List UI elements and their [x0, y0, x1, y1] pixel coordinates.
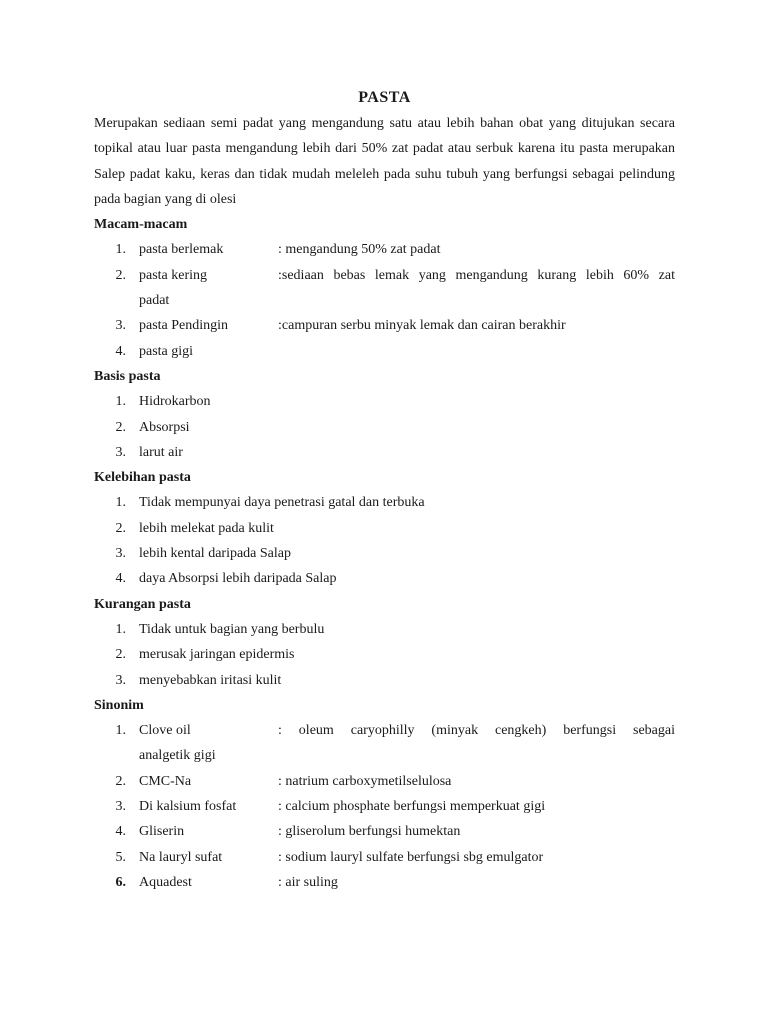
item-number: 2. [115, 419, 126, 435]
list-item [94, 490, 675, 515]
list-item [94, 769, 675, 794]
list-item [94, 794, 675, 819]
macam-list [94, 237, 675, 363]
item-number: 3. [115, 546, 126, 562]
list-item [94, 617, 675, 642]
item-text: Tidak mempunyai daya penetrasi gatal dan terbuka [139, 495, 425, 511]
item-number: 2. [115, 267, 126, 283]
list-item [94, 566, 675, 591]
list-item [94, 339, 675, 364]
item-description: : mengandung 50% zat padat [278, 242, 441, 258]
item-term: CMC-Na [139, 773, 192, 789]
list-item [94, 389, 675, 414]
kurangan-list [94, 617, 675, 693]
list-item [94, 870, 675, 895]
list-item [94, 237, 675, 262]
intro-paragraph: Merupakan sediaan semi padat yang mengandung satu atau lebih bahan obat yang ditujukan secara topikal atau luar pasta mengandung lebih dari 50% zat padat atau serbuk karena itu pasta merupakan Salep padat kaku, keras dan tidak mudah meleleh pada suhu tubuh yang berfungsi sebagai pelindung pada bagian yang di olesi [94, 116, 675, 207]
item-description: : calcium phosphate berfungsi memperkuat gigi [278, 799, 546, 815]
list-item [94, 415, 675, 440]
section-heading-macam: Macam-macam [94, 217, 188, 233]
item-number: 1. [115, 242, 126, 258]
sinonim-list [94, 718, 675, 895]
item-text: lebih kental daripada Salap [139, 546, 291, 562]
list-item [94, 440, 675, 465]
item-description: : oleum caryophilly (minyak cengkeh) berfungsi sebagai [278, 723, 675, 739]
item-number: 1. [115, 495, 126, 511]
item-term: pasta Pendingin [139, 318, 229, 334]
list-item [94, 845, 675, 870]
item-text: Tidak untuk bagian yang berbulu [139, 621, 325, 637]
list-item [94, 516, 675, 541]
kelebihan-list [94, 490, 675, 591]
item-description: : gliserolum berfungsi humektan [278, 824, 461, 840]
item-number: 2. [115, 647, 126, 663]
item-description: :sediaan bebas lemak yang mengandung kurang lebih 60% zat [278, 267, 675, 283]
item-description: : natrium carboxymetilselulosa [278, 773, 452, 789]
item-text: daya Absorpsi lebih daripada Salap [139, 571, 337, 587]
item-term: Clove oil [139, 723, 191, 739]
item-number: 6. [115, 874, 126, 890]
item-description-continued: analgetik gigi [139, 748, 216, 764]
item-term: Aquadest [139, 874, 192, 890]
item-description: : sodium lauryl sulfate berfungsi sbg emulgator [278, 849, 544, 865]
item-term: Gliserin [139, 824, 185, 840]
item-term: Na lauryl sufat [139, 849, 223, 865]
list-item [94, 642, 675, 667]
list-item [94, 541, 675, 566]
item-number: 4. [115, 571, 126, 587]
item-number: 4. [115, 824, 126, 840]
item-description-continued: padat [139, 293, 170, 309]
item-description: : air suling [278, 874, 338, 890]
item-number: 1. [115, 394, 126, 410]
item-term: Di kalsium fosfat [139, 799, 237, 815]
item-term: pasta gigi [139, 343, 194, 359]
item-number: 2. [115, 520, 126, 536]
list-item [94, 819, 675, 844]
item-description: :campuran serbu minyak lemak dan cairan berakhir [278, 318, 566, 334]
item-text: larut air [139, 444, 183, 460]
item-text: merusak jaringan epidermis [139, 647, 295, 663]
section-heading-sinonim: Sinonim [94, 697, 144, 713]
document-page [94, 86, 675, 895]
item-term: pasta berlemak [139, 242, 224, 258]
item-term: pasta kering [139, 267, 208, 283]
section-heading-basis: Basis pasta [94, 368, 161, 384]
list-item [94, 263, 675, 314]
item-text: Absorpsi [139, 419, 190, 435]
item-number: 3. [115, 799, 126, 815]
list-item [94, 718, 675, 769]
item-number: 2. [115, 773, 126, 789]
item-number: 1. [115, 621, 126, 637]
document-title: PASTA [358, 89, 411, 106]
item-number: 5. [115, 849, 126, 865]
section-heading-kelebihan: Kelebihan pasta [94, 470, 191, 486]
item-number: 4. [115, 343, 126, 359]
section-heading-kurangan: Kurangan pasta [94, 596, 191, 612]
item-text: Hidrokarbon [139, 394, 211, 410]
item-text: lebih melekat pada kulit [139, 520, 274, 536]
item-number: 3. [115, 318, 126, 334]
item-number: 1. [115, 723, 126, 739]
item-text: menyebabkan iritasi kulit [139, 672, 282, 688]
item-number: 3. [115, 444, 126, 460]
basis-list [94, 389, 675, 465]
list-item [94, 668, 675, 693]
list-item [94, 313, 675, 338]
item-number: 3. [115, 672, 126, 688]
